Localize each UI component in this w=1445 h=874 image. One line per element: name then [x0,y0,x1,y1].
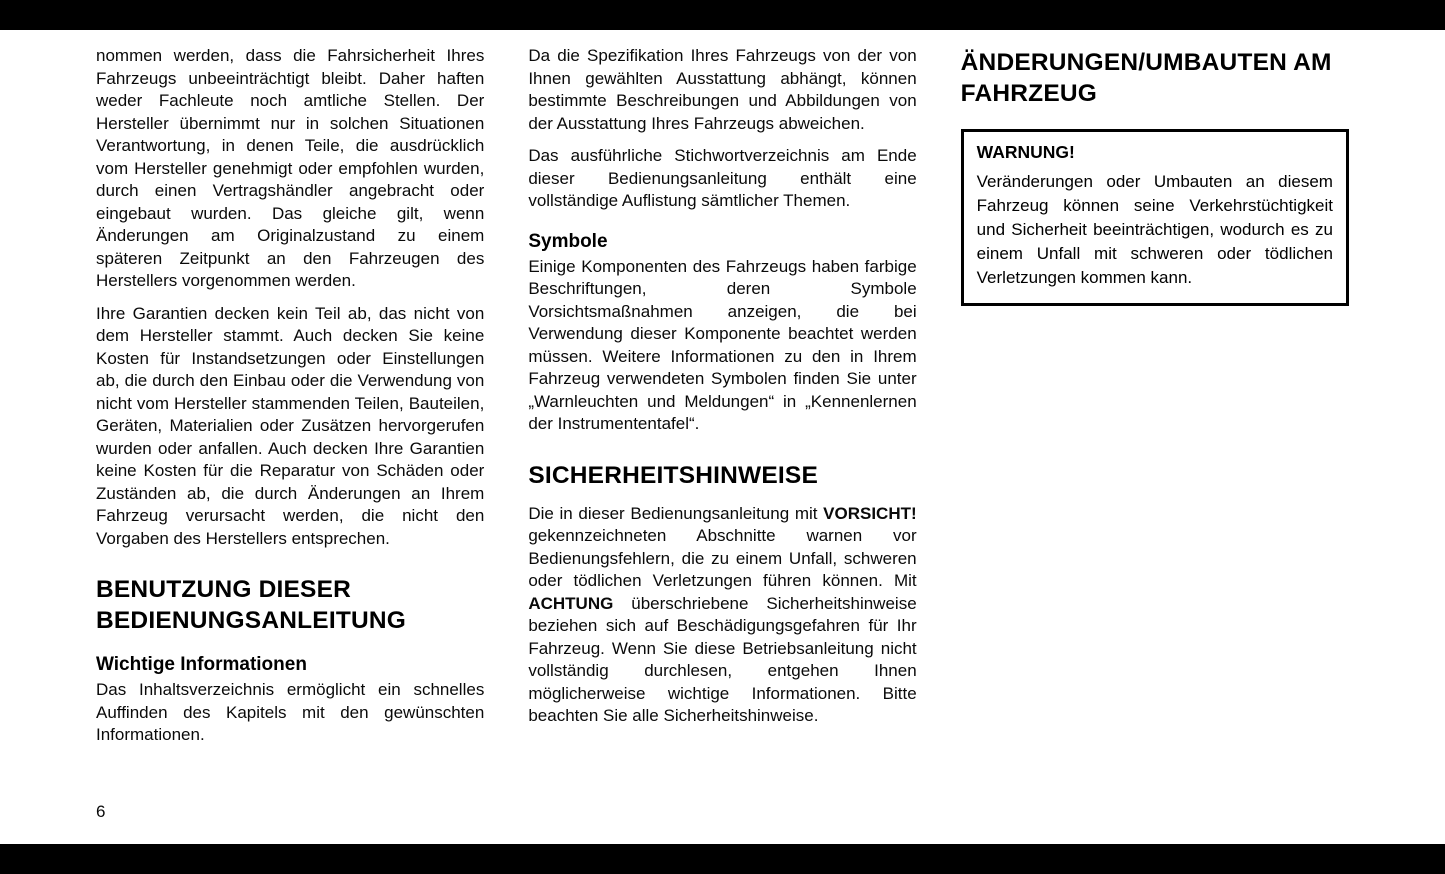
safety-text-part: Die in dieser Bedienungsanleitung mit [528,503,824,523]
bottom-black-bar [0,844,1445,874]
paragraph-warranty-coverage: Ihre Garantien decken kein Teil ab, das nicht von dem Hersteller stammt. Auch decken Sie keine Kosten für Instandsetzungen oder Einstellungen ab, die durch den Einbau oder die Verwendung von nicht vom Hersteller stammenden Teilen, Bauteilen, Geräten, Materialien oder Zusätzen hervorgerufen wurden oder anfallen. Auch decken Ihre Garantien keine Kosten für die Reparatur von Schäden oder Zuständen ab, die durch Änderungen an Ihrem Fahrzeug verursacht werden, die nicht den Vorgaben des Herstellers entsprechen. [96,303,485,548]
safety-text-part: gekennzeichneten Abschnitte warnen vor Bedienungsfehlern, die zu einem Unfall, schweren oder tödlichen Verletzungen führen können. Mit [528,526,917,590]
warning-box-title: WARNUNG! [976,142,1075,162]
page-number: 6 [96,802,106,821]
paragraph-inhaltsverzeichnis: Das Inhaltsverzeichnis ermöglicht ein schnelles Auffinden des Kapitels mit den gewünschten Informationen. [96,680,485,744]
paragraph-sicherheitshinweise [528,503,916,728]
safety-text-part: überschriebene Sicherheitshinweise beziehen sich auf Beschädigungsgefahren für Ihr Fahrzeug. Wenn Sie diese Betriebsanleitung nicht vollständig durchlesen, entgehen Ihnen möglicherweise wichtige Informationen. Bitte beachten Sie alle Sicherheitshinweise. [528,593,917,725]
top-black-bar [0,0,1445,30]
subheading-wichtige-informationen: Wichtige Informationen [96,654,307,675]
paragraph-symbole: Einige Komponenten des Fahrzeugs haben farbige Beschriftungen, deren Symbole Vorsichtsmaßnahmen anzeigen, die bei Verwendung dieser Komponente beachtet werden müssen. Weitere Informationen zu den in Ihrem Fahrzeug verwendeten Symbolen finden Sie unter „Warnleuchten und Meldungen“ in „Kennenlernen der Instrumententafel“. [528,256,917,433]
warning-box-body: Veränderungen oder Umbauten an diesem Fahrzeug können seine Verkehrstüchtigkeit und Sicherheit beeinträchtigen, wodurch es zu einem Unfall mit schweren oder tödlichen Verletzungen kommen kann. [976,172,1333,287]
text-columns [0,30,1445,757]
column-middle [528,45,916,757]
section-heading-sicherheitshinweise: SICHERHEITSHINWEISE [528,461,818,489]
paragraph-spezifikation: Da die Spezifikation Ihres Fahrzeugs von der von Ihnen gewählten Ausstattung abhängt, können bestimmte Beschreibungen und Abbildungen von der Ausstattung Ihres Fahrzeugs abweichen. [528,46,917,133]
section-heading-aenderungen-umbauten: ÄNDERUNGEN/UMBAUTEN AM FAHRZEUG [960,49,1332,107]
section-heading-benutzung: BENUTZUNG DIESER BEDIENUNGSANLEITUNG [96,576,407,634]
page-sheet [0,30,1445,844]
subheading-symbole: Symbole [528,230,608,252]
achtung-keyword: ACHTUNG [528,593,614,613]
column-left [96,45,484,757]
warning-box [961,129,1349,306]
paragraph-warranty-continued: nommen werden, dass die Fahrsicherheit Ihres Fahrzeugs unbeeinträchtigt bleibt. Daher haften weder Fachleute noch amtliche Stellen. Der Hersteller übernimmt nur in solchen Situationen Verantwortung, in denen Teile, die ausdrücklich vom Hersteller genehmigt oder empfohlen wurden, durch einen Vertragshändler angebracht oder eingebaut wurden. Das gleiche gilt, wenn Änderungen am Originalzustand zu einem späteren Zeitpunkt an den Fahrzeugen des Herstellers vorgenommen werden. [96,46,485,290]
paragraph-stichwortverzeichnis: Das ausführliche Stichwortverzeichnis am Ende dieser Bedienungsanleitung enthält eine vollständige Auflistung sämtlicher Themen. [528,146,917,210]
column-right [961,45,1349,757]
vorsicht-keyword: VORSICHT! [823,503,917,523]
